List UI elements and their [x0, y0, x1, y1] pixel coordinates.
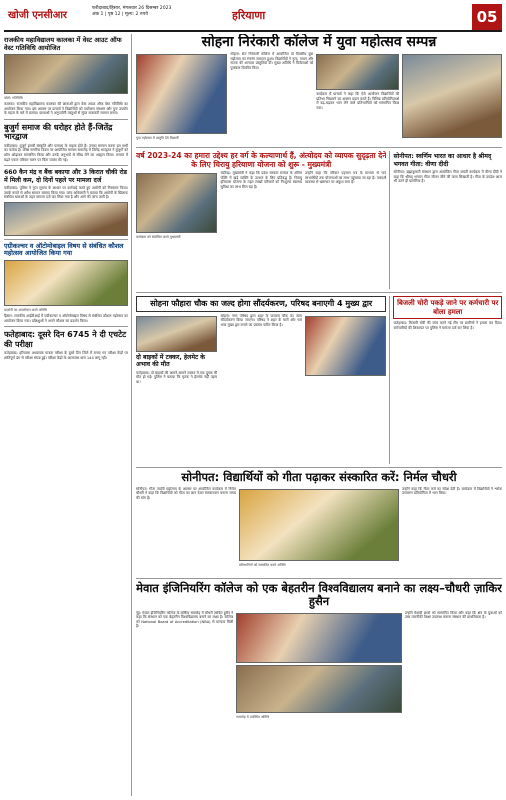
sonipat-col-3 — [402, 487, 502, 575]
left-photo-3 — [4, 202, 128, 236]
top-story-col-1 — [230, 52, 313, 144]
cm-story-body-2: उन्होंने कहा कि परिवार पहचान पत्र के माध्यम से पात्र लाभार्थियों तक योजनाओं का लाभ पहुंचाया जा रहा है। पारदर्शी व्यवस्था से भ्रष्टाचार पर अंकुश लगा है। — [304, 171, 387, 185]
fountain-photo-2 — [305, 316, 386, 376]
cm-story-body-1: चंडीगढ़: मुख्यमंत्री ने कहा कि प्रदेश सरकार समाज के अंतिम पंक्ति में खड़े व्यक्ति के उत्थान के लिए प्रतिबद्ध है। चिरायु हरियाणा योजना के तहत लाखों परिवारों को निःशुल्क स्वास्थ्य सुविधा का लाभ मिल रहा है। — [220, 171, 302, 189]
cm-story-photo — [136, 173, 217, 233]
left-headline-3: 660 कैन मंद्र व बैंक बकाया और 3 किरात चौकी रोड में मिली कम, दो दिनों पहले पर मामला दर्ज — [4, 169, 127, 184]
fountain-body: सोहना: नगर परिषद द्वारा शहर के फव्वारा चौक का जल्द सौंदर्यकरण किया जाएगा। परिषद ने शहर के चारों ओर चार भव्य मुख्य द्वार बनाने का प्रस्ताव पारित किया है। — [220, 313, 302, 327]
sonipat-body-1: सोनीपत: गीता जयंती महोत्सव के अवसर पर आयोजित कार्यक्रम में निर्मल चौधरी ने कहा कि विद्यार्थियों को गीता का ज्ञान देकर संस्कारवान बनाना समय की मांग है। — [136, 486, 236, 500]
main-area — [136, 34, 502, 796]
mewat-caption: समारोह में उपस्थित अतिथि — [236, 714, 270, 719]
divider — [136, 578, 502, 579]
sonipat-photo — [239, 489, 399, 561]
top-story-col-2 — [316, 52, 399, 144]
left-photo-4 — [4, 260, 128, 306]
accident-headline: दो बाइकों में टक्कर, हेलमेट के अभाव की मौत — [136, 353, 206, 368]
left-caption-4: प्रदर्शनी का अवलोकन करते अतिथि — [4, 307, 48, 312]
top-story-photo-3 — [402, 54, 502, 138]
sonipat-gita-headline: सोनीपत: स्वर्णिम भारत का आधार है श्रीमद् भगवत गीता: वीणा दीदी — [393, 153, 492, 168]
left-body-4: हिसार: राजकीय आईटीआई में एग्रीकल्चर व ऑटोमोबाइल विषय से संबंधित कौशल महोत्सव का आयोजन किया गया। प्रशिक्षुओं ने अपने कौशल का प्रदर्शन किया। — [4, 313, 128, 323]
left-body-3: फरीदाबाद: पुलिस ने गुप्त सूचना के आधार पर कार्रवाई करते हुए आरोपी को गिरफ्तार किया। उसके कब्जे से अवैध सामान बरामद किया गया। जांच अधिकारी ने बताया कि आरोपी के खिलाफ संबंधित धाराओं के तहत मामला दर्ज कर लिया गया है और आगे की जांच जारी है। — [4, 186, 128, 200]
masthead — [4, 4, 502, 32]
fountain-headline: सोहना फौहारा चौक का जल्द होगा सौंदर्यकरण, परिषद बनाएगी 4 मुख्य द्वार — [136, 296, 386, 312]
left-body-1: कालका: राजकीय महाविद्यालय कालका की छात्राओं द्वारा वेस्ट आउट ऑफ वेस्ट गतिविधि का आयोजन किया गया। इस अवसर पर प्राचार्य ने विद्यार्थियों को पर्यावरण संरक्षण और पुनः उपयोग के महत्व के बारे में बताया। छात्राओं ने अनुपयोगी वस्तुओं से सुंदर सजावटी सामान बनाए। — [4, 102, 128, 116]
mewat-body-1: नूंह: मेवात इंजिनियरिंग कॉलेज के वार्षिक समारोह में चौधरी ज़ाकिर हुसैन ने कहा कि संस्थान को एक बेहतरीन विश्वविद्यालय बनाने का लक्ष्य है। कॉलेज को National Board of Accreditation (NBA) से मान्यता मिली है। — [136, 610, 234, 629]
sonipat-col-1 — [136, 487, 236, 575]
paper-dateline: फरीदाबाद/हिसार, मंगलवार 26 दिसम्बर 2023 अंक 1 | पृष्ठ 12 | मूल्य: 2 रुपये — [92, 6, 172, 17]
section-title: हरियाणा — [232, 9, 266, 22]
divider — [136, 147, 502, 148]
divider — [136, 467, 502, 468]
left-headline-5: फतेहाबाद: दूसरे दिन 6745 ने दी एचटेट की परीक्षा — [4, 330, 127, 349]
cm-story-headline: वर्ष 2023-24 का हमारा उद्देश्य हर वर्ग के कल्याणार्थ हैं, अंत्योदय को व्यापक सुदृढ़ता देने के लिए चिरायु हरियाणा योजना को शुरू - मुख्यमंत्री — [136, 151, 387, 169]
top-story-photo-col — [136, 52, 227, 144]
mewat-photo-1 — [236, 613, 401, 663]
divider — [4, 119, 128, 120]
mewat-col-2 — [236, 611, 401, 741]
electricity-story — [389, 296, 502, 464]
divider — [4, 326, 128, 327]
left-headline-2: बुजुर्ग समाज की धरोहर होते हैं-जितेंद्र भारद्वाज — [4, 122, 113, 142]
electricity-body: फतेहाबाद: बिजली चोरी की जांच करने गई टीम पर ग्रामीणों ने हमला कर दिया। कर्मचारियों की शिकायत पर पुलिस ने मामला दर्ज कर लिया है। — [393, 321, 502, 330]
fountain-col-2 — [220, 314, 301, 385]
top-story-photo — [136, 54, 227, 134]
electricity-headline: बिजली चोरी पकड़े जाने पर कर्मचारी पर बोला हमला — [397, 299, 499, 316]
divider — [4, 165, 128, 166]
cm-col-1 — [136, 171, 217, 241]
accident-body: फतेहाबाद: दो बाइकों की आमने-सामने टक्कर में एक युवक की मौत हो गई। पुलिस ने बताया कि मृतक ने हेलमेट नहीं पहना था। — [136, 370, 218, 384]
page-number: 05 — [472, 4, 502, 30]
sonipat-gita-body: सोनीपत: ब्रह्माकुमारी संस्थान द्वारा आयोजित गीता जयंती कार्यक्रम में वीणा दीदी ने कहा कि श्रीमद् भगवत गीता जीवन जीने की कला सिखाती है। गीता के उपदेश आज भी उतने ही प्रासंगिक हैं। — [393, 170, 502, 184]
sonipat-body-2: उन्होंने कहा कि गीता कर्म का संदेश देती है। कार्यक्रम में विद्यार्थियों ने श्लोक उच्चारण प्रतियोगिता में भाग लिया। — [402, 486, 502, 496]
mewat-body-2: उन्होंने मेधावी छात्रों को सम्मानित किया और कहा कि क्षेत्र के युवाओं को उच्च तकनीकी शिक्षा उपलब्ध कराना संस्थान की प्राथमिकता है। — [404, 610, 502, 620]
fountain-col-1 — [136, 314, 217, 385]
cm-story — [136, 151, 386, 289]
left-headline-1: राजकीय महाविद्यालय कालका में वेस्ट आउट ऑफ वेस्ट गतिविधि आयोजित — [4, 36, 122, 52]
top-story-caption: युवा महोत्सव में प्रस्तुति देते विद्यार्थी — [136, 136, 179, 140]
paper-name: खोजी एनसीआर — [8, 10, 68, 21]
top-story-body-2: कार्यक्रम में प्राचार्य ने कहा कि ऐसे आयोजन विद्यार्थियों की प्रतिभा निखारने का अवसर प्रदान करते हैं। विभिन्न प्रतियोगिताओं में बढ़-चढ़कर भाग लेने वाले प्रतिभागियों को सम्मानित किया गया। — [316, 92, 400, 110]
top-story-photo-2 — [316, 54, 399, 90]
divider — [4, 239, 128, 240]
left-body-5: फतेहाबाद: हरियाणा अध्यापक पात्रता परीक्षा के दूसरे दिन जिले में बनाए गए परीक्षा केंद्रों पर शांतिपूर्ण ढंग से परीक्षा संपन्न हुई। परीक्षा केंद्रों के आसपास धारा 144 लागू रही। — [4, 351, 128, 360]
mewat-col-3 — [405, 611, 502, 741]
left-caption-1: फोटो: गतिविधि — [4, 96, 23, 100]
sonipat-caption: प्रतिभागियों को सम्मानित करते अतिथि — [239, 562, 286, 567]
top-story-headline: सोहना निरंकारी कॉलेज में युवा महोत्सव सम्पन्न — [201, 34, 437, 50]
divider — [136, 292, 502, 293]
cm-col-2 — [220, 171, 301, 241]
mewat-headline: मेवात इंजिनियरिंग कॉलेज को एक बेहतरीन विश्वविद्यालय बनाने का लक्ष्य–चौधरी ज़ाकिर हुसैन — [136, 580, 502, 608]
mewat-photo-2 — [236, 665, 401, 713]
electricity-box — [393, 296, 502, 319]
top-story-body-1: सोहना: संत निरंकारी कॉलेज में आयोजित दो दिवसीय युवा महोत्सव का रंगारंग समापन हुआ। विद्यार्थियों ने नृत्य, गायन और नाटक की शानदार प्रस्तुतियां दीं। मुख्य अतिथि ने विजेताओं को पुरस्कार वितरित किए। — [230, 52, 314, 70]
sonipat-headline: सोनीपत: विद्यार्थियों को गीता पढ़ाकर संस्कारित करें: निर्मल चौधरी — [181, 470, 457, 484]
left-body-2: फरीदाबाद: बुजुर्ग हमारी संस्कृति और परम्परा के वाहक होते हैं। उनका सम्मान करना हम सभी का कर्तव्य है। वरिष्ठ नागरिक दिवस पर आयोजित सम्मान समारोह में जितेंद्र भारद्वाज ने बुजुर्गों को शॉल ओढ़ाकर सम्मानित किया और उनके अनुभवों से सीख लेने का आह्वान किया। समाज में बढ़ते एकल परिवार चलन पर चिंता व्यक्त की गई। — [4, 143, 129, 162]
left-headline-4: एग्रीकल्चर व ऑटोमोबाइल विषय से संबंधित कौशल महोत्सव आयोजित किया गया — [4, 241, 124, 258]
cm-col-3 — [305, 171, 386, 241]
cm-story-caption: कार्यक्रम को संबोधित करते मुख्यमंत्री — [136, 235, 181, 239]
left-photo-1 — [4, 54, 128, 94]
top-story-photo-col-2 — [402, 52, 502, 144]
fountain-col-3 — [305, 314, 386, 385]
mewat-col-1 — [136, 611, 233, 741]
sonipat-col-2 — [239, 487, 399, 575]
sonipat-gita-story — [389, 151, 502, 289]
fountain-story — [136, 296, 386, 464]
fountain-photo — [136, 316, 217, 352]
left-column — [4, 34, 132, 796]
